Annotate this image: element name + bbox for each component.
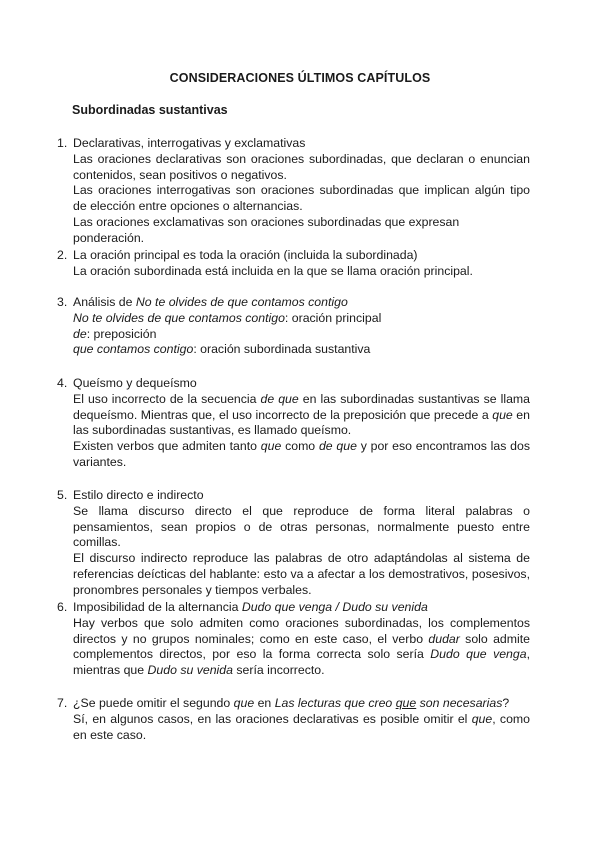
item-heading: Imposibilidad de la alternancia Dudo que venga / Dudo su venida	[73, 600, 428, 614]
item-heading: Estilo directo e indirecto	[73, 488, 204, 502]
item-paragraph: Se llama discurso directo el que reproduce de forma literal palabras o pensamientos, sean propios o de otras personas, normalmente puesto entre comillas.	[73, 503, 530, 550]
item-number: 2.	[57, 248, 68, 262]
item-paragraph: Las oraciones declarativas son oraciones subordinadas, que declaran o enuncian contenidos, sean positivos o negativos.	[73, 151, 530, 182]
item-paragraph: Las oraciones interrogativas son oraciones subordinadas que implican algún tipo de elección entre opciones o alternancias.	[73, 183, 530, 214]
item-question: ¿Se puede omitir el segundo que en Las lecturas que creo que son necesarias?	[73, 696, 510, 710]
section-subtitle: Subordinadas sustantivas	[72, 103, 228, 117]
item-content	[73, 136, 530, 247]
item-heading: Queísmo y dequeísmo	[73, 376, 197, 390]
analysis-line: de: preposición	[73, 326, 157, 341]
analysis-line: No te olvides de que contamos contigo: oración principal	[73, 310, 382, 325]
item-paragraph: Existen verbos que admiten tanto que como de que y por eso encontramos las dos variantes.	[73, 439, 530, 469]
item-number: 4.	[57, 376, 68, 390]
item-content	[73, 696, 530, 743]
item-paragraph: Hay verbos que solo admiten como oraciones subordinadas, los complementos directos y no grupos nominales; como en este caso, el verbo dudar solo admite complementos directos, por eso la forma correcta solo sería Dudo que venga, mientras que Dudo su venida sería incorrecto.	[73, 615, 530, 678]
item-number: 7.	[57, 696, 68, 710]
item-content	[73, 600, 530, 679]
item-content	[73, 488, 530, 599]
item-paragraph: La oración subordinada está incluida en la que se llama oración principal.	[73, 263, 473, 278]
page-title: CONSIDERACIONES ÚLTIMOS CAPÍTULOS	[169, 71, 431, 85]
item-heading: La oración principal es toda la oración (incluida la subordinada)	[73, 248, 418, 262]
item-paragraph: El discurso indirecto reproduce las palabras de otro adaptándolas al sistema de referencias deícticas del hablante: esto va a afectar a los demostrativos, posesivos, pronombres personales y tiempos verbales.	[73, 551, 530, 597]
item-content	[73, 248, 530, 280]
item-content	[73, 376, 530, 471]
item-paragraph: Sí, en algunos casos, en las oraciones declarativas es posible omitir el que, como en este caso.	[73, 711, 530, 742]
item-content	[73, 295, 530, 358]
item-paragraph: Las oraciones exclamativas son oraciones subordinadas que expresan ponderación.	[73, 214, 460, 245]
item-number: 5.	[57, 488, 68, 502]
analysis-line: que contamos contigo: oración subordinada sustantiva	[73, 342, 371, 357]
item-number: 3.	[57, 295, 68, 309]
item-paragraph: El uso incorrecto de la secuencia de que en las subordinadas sustantivas se llama dequeísmo. Mientras que, el uso incorrecto de la preposición que precede a que en las subordinadas sustantivas, es llamado queísmo.	[73, 391, 530, 438]
item-number: 1.	[57, 136, 68, 150]
item-heading: Análisis de No te olvides de que contamos contigo	[73, 295, 348, 309]
item-number: 6.	[57, 600, 68, 614]
item-heading: Declarativas, interrogativas y exclamativas	[73, 136, 306, 150]
